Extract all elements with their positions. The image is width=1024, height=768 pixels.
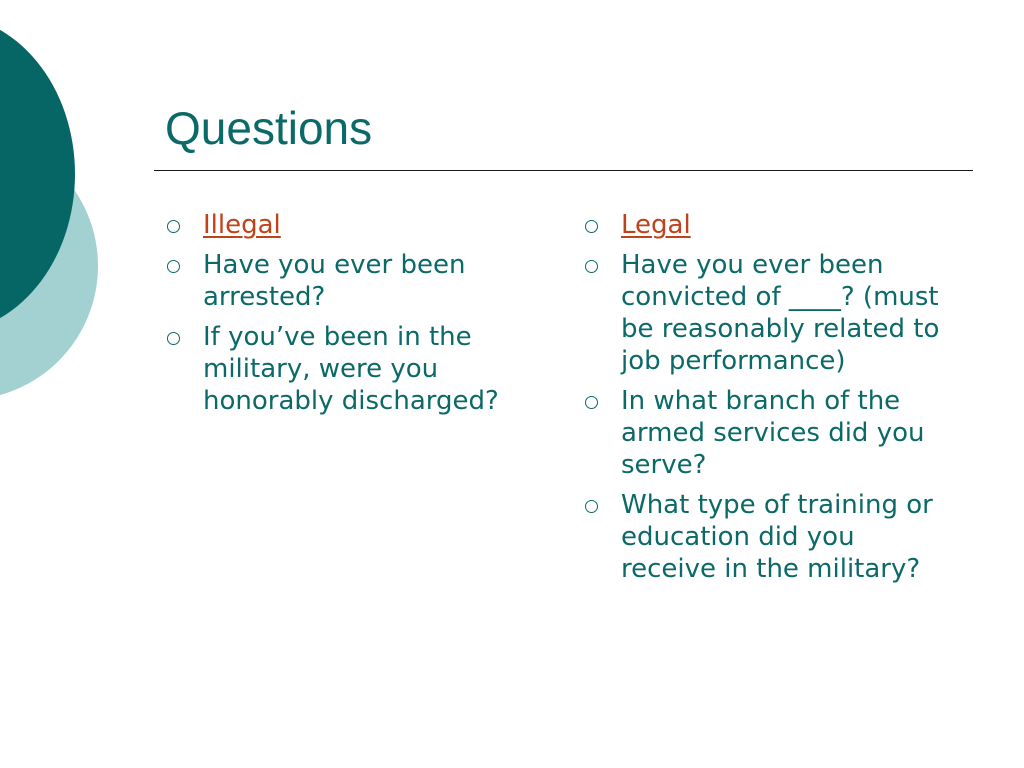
- list-heading-illegal: [167, 209, 557, 241]
- list-item-text: Have you ever been arrested?: [203, 250, 466, 312]
- circle-bullet-icon: [585, 500, 598, 513]
- list-item-text: Have you ever been convicted of ____? (must be reasonably related to job performance): [621, 250, 940, 376]
- title-divider: [154, 170, 973, 171]
- circle-bullet-icon: [585, 396, 598, 409]
- list-item-text: In what branch of the armed services did you serve?: [621, 386, 925, 480]
- circle-bullet-icon: [167, 220, 180, 233]
- legal-questions-list: [585, 209, 955, 593]
- list-item: [167, 321, 557, 417]
- list-item: [585, 489, 955, 585]
- list-item-text: If you’ve been in the military, were you honorably discharged?: [203, 322, 499, 416]
- list-item: [585, 385, 955, 481]
- list-item: [585, 249, 955, 377]
- heading-label: Illegal: [203, 210, 281, 240]
- circle-bullet-icon: [585, 220, 598, 233]
- list-item: [167, 249, 557, 313]
- heading-label: Legal: [621, 210, 691, 240]
- illegal-questions-list: [167, 209, 557, 425]
- circle-bullet-icon: [167, 332, 180, 345]
- slide-title: Questions: [165, 102, 373, 154]
- circle-bullet-icon: [585, 260, 598, 273]
- list-item-text: What type of training or education did you receive in the military?: [621, 490, 933, 584]
- list-heading-legal: [585, 209, 955, 241]
- circle-bullet-icon: [167, 260, 180, 273]
